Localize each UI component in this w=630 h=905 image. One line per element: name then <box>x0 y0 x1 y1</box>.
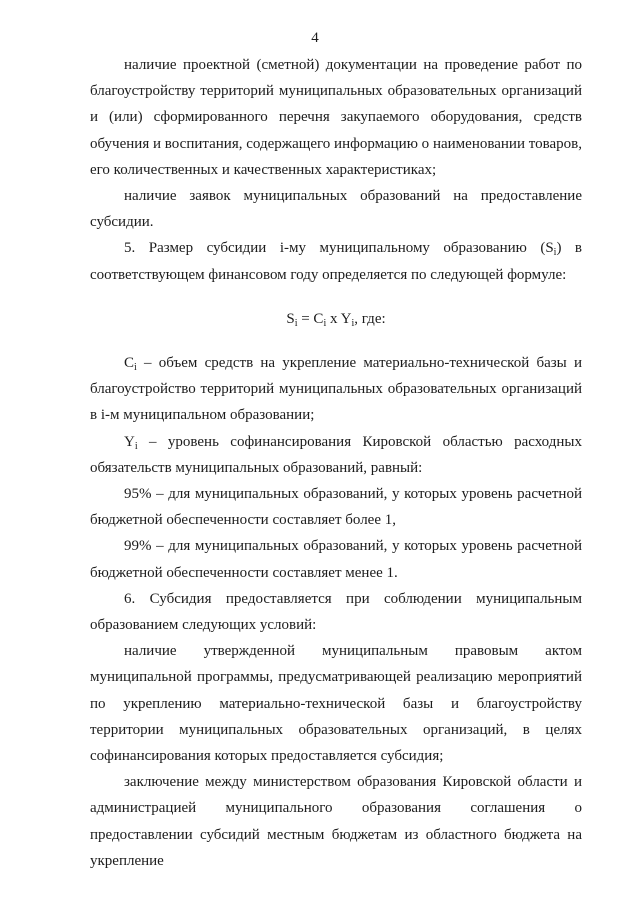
condition-municipal-program: наличие утвержденной муниципальным правовым актом муниципальной программы, предусматривающей реализацию мероприятий по укреплению материально-технической базы и благоустройству территории муниципальных образовательных организаций, в целях софинансирования которых предоставляется субсидия; <box>90 643 582 765</box>
formula-s-sub: i <box>294 317 298 329</box>
condition-agreement: заключение между министерством образования Кировской области и администрацией муниципального образования соглашения о предоставлении субсидий местным бюджетам из областного бюджета на укрепление <box>90 774 582 869</box>
def-c-symbol: C <box>124 355 135 372</box>
subsidy-formula <box>90 306 582 332</box>
p5-text-before: 5. Размер субсидии i-му муниципальному образованию (S <box>124 240 554 257</box>
p5-subscript: i <box>553 247 557 259</box>
def-c-text: – объем средств на укрепление материально-технической базы и благоустройство территорий муниципальных образовательных организаций в i-м муниципальном образовании; <box>90 355 582 424</box>
p5-text-after: ) в соответствующем финансовом году определяется по следующей формуле: <box>90 240 583 283</box>
page-number: 4 <box>311 30 319 46</box>
rate-95-paragraph: 95% – для муниципальных образований, у которых уровень расчетной бюджетной обеспеченности составляет более 1, <box>90 486 582 529</box>
formula-c-sub: i <box>323 317 327 329</box>
formula-y-sub: i <box>351 317 355 329</box>
definition-c <box>90 350 582 429</box>
formula-tail: , где: <box>354 310 386 327</box>
paragraph-subsidy-applications: наличие заявок муниципальных образований на предоставление субсидии. <box>90 188 582 231</box>
def-c-sub: i <box>134 362 137 374</box>
rate-99-paragraph: 99% – для муниципальных образований, у которых уровень расчетной бюджетной обеспеченности составляет менее 1. <box>90 538 582 581</box>
def-y-sub: i <box>134 440 138 452</box>
def-y-text: – уровень софинансирования Кировской областью расходных обязательств муниципальных образований, равный: <box>90 433 582 476</box>
paragraph-5-subsidy-size <box>90 235 582 287</box>
formula-s: S <box>286 310 295 327</box>
document-body <box>90 52 582 874</box>
definition-y <box>90 429 582 481</box>
def-y-symbol: Y <box>124 433 135 450</box>
formula-x: x Y <box>326 310 352 327</box>
paragraph-project-documentation: наличие проектной (сметной) документации на проведение работ по благоустройству территорий муниципальных образовательных организаций и (или) сформированного перечня закупаемого оборудования, средств обучения и воспитания, содержащего информацию о наименовании товаров, его количественных и качественных характеристиках; <box>90 57 582 178</box>
formula-eq: = C <box>297 310 324 327</box>
paragraph-6-conditions: 6. Субсидия предоставляется при соблюдении муниципальным образованием следующих условий: <box>90 590 582 634</box>
